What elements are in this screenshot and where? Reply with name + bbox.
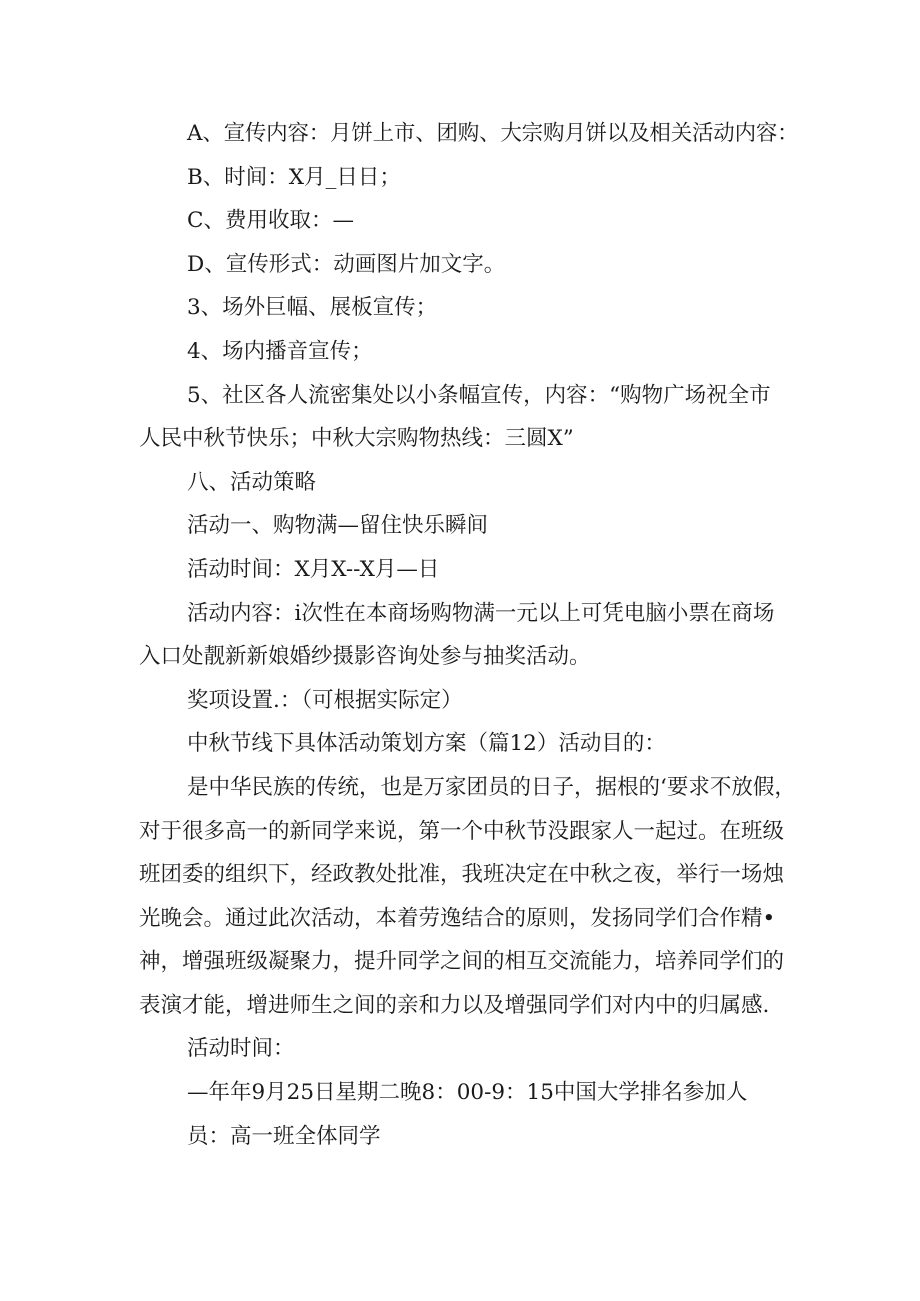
text-line: 神，增强班级凝聚力，提升同学之间的相互交流能力，培养同学们的 (139, 949, 785, 975)
text-line: 活动内容：i次性在本商场购物满一元以上可凭电脑小票在商场 (187, 600, 775, 626)
text-line: 活动时间： (187, 1036, 295, 1062)
text-line: 奖项设置.：（可根据实际定） (187, 687, 463, 713)
text-line: 班团委的组织下，经政教处批准，我班决定在中秋之夜，举行一场烛 (139, 862, 785, 888)
text-line: D、宣传形式：动画图片加文字。 (187, 251, 506, 277)
text-line: 3、场外巨幅、展板宣传； (187, 295, 438, 321)
text-line: —年年9月25日星期二晚8：00-9：15中国大学排名参加人 (187, 1080, 748, 1106)
text-line: 活动一、购物满—留住快乐瞬间 (187, 513, 489, 539)
text-line: 是中华民族的传统，也是万家团员的日子，据根的‘要求不放假， (187, 774, 796, 800)
text-line: 员：高一班全体同学 (187, 1123, 381, 1149)
text-line: 表演才能，增进师生之间的亲和力以及增强同学们对内中的归属感. (139, 992, 770, 1018)
text-line: 4、场内播音宣传； (187, 338, 373, 364)
text-line: 人民中秋节快乐；中秋大宗购物热线：三圆X” (139, 426, 574, 452)
document-body (139, 112, 799, 1158)
text-line: 5、社区各人流密集处以小条幅宣传，内容：“购物广场祝全市 (187, 382, 771, 408)
text-line: A、宣传内容：月饼上市、团购、大宗购月饼以及相关活动内容： (187, 121, 799, 146)
text-line: 对于很多高一的新同学来说，第一个中秋节没跟家人一起过。在班级 (139, 818, 785, 844)
text-line: 八、活动策略 (187, 469, 317, 495)
text-line: 活动时间：X月X--X月—日 (187, 556, 440, 582)
text-line: 光晚会。通过此次活动，本着劳逸结合的原则，发扬同学们合作精• (139, 905, 776, 931)
text-line: C、费用收取：— (187, 208, 354, 234)
text-line: B、时间：X月_日日； (187, 164, 401, 190)
text-line: 入口处靓新新娘婚纱摄影咨询处参与抽奖活动。 (139, 644, 591, 670)
text-line: 中秋节线下具体活动策划方案（篇12）活动目的： (187, 731, 666, 757)
